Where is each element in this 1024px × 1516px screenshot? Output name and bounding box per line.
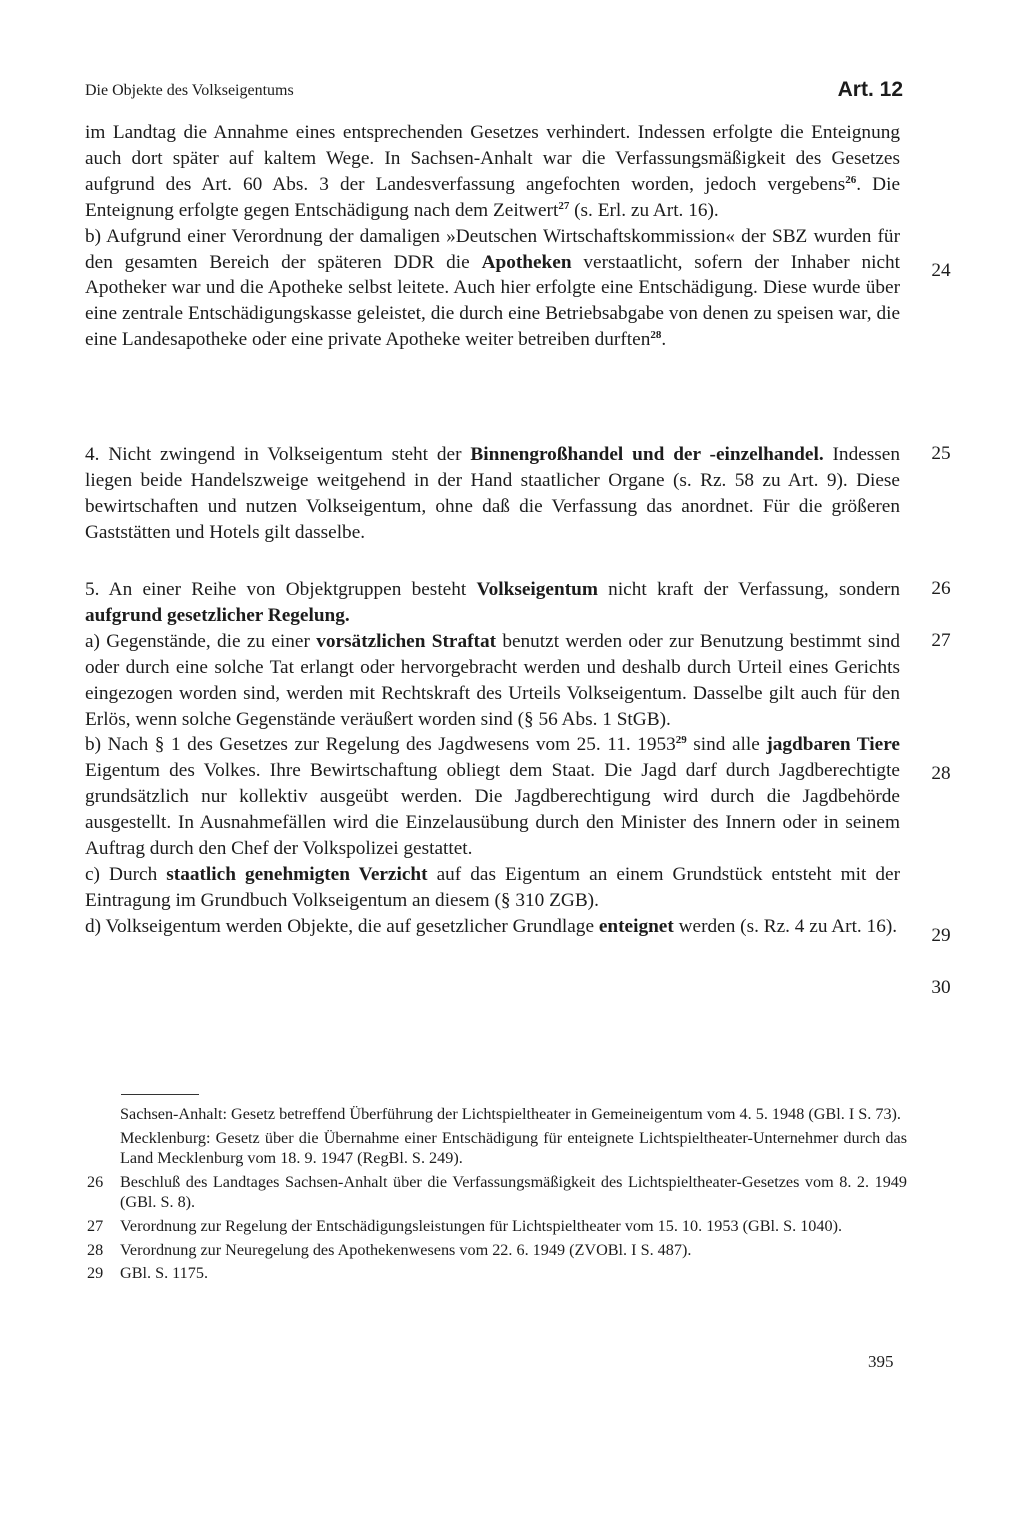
text-run: . [661, 329, 667, 351]
footnotes [87, 1104, 907, 1287]
footnote [87, 1240, 907, 1261]
text-run: nicht kraft der Verfassung, sondern [597, 579, 900, 600]
margin-number: 26 [931, 578, 951, 599]
text-run: . Die Enteignung erfolgte gegen Entschädigung nach dem Zeitwert [85, 173, 901, 221]
text-run: 5. An einer Reihe von Objektgruppen besteht [85, 579, 477, 600]
text-run: Indessen liegen beide Handelszweige weitgehend in der Hand staatlicher Organe (s. Rz. 58 zu Art. 9). Diese bewirtschaften und nutzen Volkseigentum, ohne daß die Verfassung das anordnet. Für die größeren Gaststätten und Hotels gilt dasselbe. [85, 444, 900, 543]
text-run: verstaatlicht, sofern der Inhaber nicht Apotheker war und die Apotheke selbst leitete. Auch hier erfolgte eine Entschädigung. Diese wurde über eine zentrale Entschädigungskasse geleistet, die durch eine Betriebsabgabe von denen zu speisen war, die eine Landesapotheke oder eine private Apotheke weiter betreiben durften [85, 251, 901, 351]
text-run: a) Gegenstände, die zu einer [85, 630, 317, 652]
margin-number: 27 [931, 630, 951, 651]
margin-number: 28 [931, 763, 951, 784]
text-run: sind alle [686, 734, 767, 756]
bold-term: staatlich genehmigten Verzicht [166, 863, 428, 885]
footnote-text: Beschluß des Landtages Sachsen-Anhalt über die Verfassungsmäßigkeit des Lichtspieltheater-Gesetzes vom 8. 2. 1949 (GBl. S. 8). [120, 1172, 907, 1212]
article-number: Art. 12 [837, 78, 903, 101]
margin-number: 30 [931, 977, 951, 998]
paragraph-continuation [85, 120, 900, 353]
text-run: 4. Nicht zwingend in Volkseigentum steht der [85, 444, 471, 465]
text-run: b) Nach § 1 des Gesetzes zur Regelung des Jagdwesens vom 25. 11. 1953 [85, 734, 676, 756]
paragraph-5 [85, 577, 900, 940]
text-run: c) Durch [85, 863, 167, 885]
footnote-text: Verordnung zur Neuregelung des Apothekenwesens vom 22. 6. 1949 (ZVOBl. I S. 487). [120, 1240, 692, 1259]
footnote [87, 1216, 907, 1237]
footnote-number: 26 [87, 1172, 104, 1191]
margin-number: 24 [931, 260, 951, 281]
footnote-text: GBl. S. 1175. [120, 1264, 208, 1283]
footnote-ref: 28 [650, 329, 662, 342]
footnote-text: Sachsen-Anhalt: Gesetz betreffend Überführung der Lichtspieltheater in Gemeineigentum vom 4. 5. 1948 (GBl. I S. 73). [120, 1105, 901, 1123]
footnote-ref: 26 [845, 173, 857, 186]
margin-number: 25 [931, 443, 951, 464]
bold-term: Binnengroßhandel und der -einzelhandel. [470, 444, 824, 465]
text-run: (s. Erl. zu Art. 16). [569, 199, 719, 221]
text-run: im Landtag die Annahme eines entsprechenden Gesetzes verhindert. Indessen erfolgte die Enteignung auch dort später auf kaltem Wege. In Sachsen-Anhalt war die Verfassungsmäßigkeit des Gesetzes aufgrund des Art. 60 Abs. 3 der Landesverfassung angefochten worden, jedoch vergebens [85, 122, 900, 195]
footnote [87, 1104, 907, 1125]
footnote-text: Verordnung zur Regelung der Entschädigungsleistungen für Lichtspieltheater vom 15. 10. 1953 (GBl. S. 1040). [120, 1216, 843, 1235]
text-run: benutzt werden oder zur Benutzung bestimmt sind oder durch eine solche Tat erlangt oder hervorgebracht werden und deshalb durch Urteil eines Gerichts eingezogen worden sind, werden mit Rechtskraft des Urteils Volkseigentum. Dasselbe gilt auch für den Erlös, wenn solche Gegenstände veräußert worden sind (§ 56 Abs. 1 StGB). [85, 630, 900, 730]
text-run: b) Aufgrund einer Verordnung der damaligen »Deutschen Wirtschaftskommission« der SBZ wurden für den gesamten Bereich der späteren DDR die [85, 225, 900, 273]
footnote-number: 27 [87, 1216, 104, 1235]
bold-term: Volkseigentum [476, 579, 598, 600]
footnote-text: Mecklenburg: Gesetz über die Übernahme einer Entschädigung für enteignete Lichtspieltheater-Unternehmer durch das Land Mecklenburg vom 18. 9. 1947 (RegBl. S. 249). [120, 1128, 907, 1168]
page-number: 395 [868, 1352, 894, 1371]
paragraph-4 [85, 442, 900, 546]
text-run: d) Volkseigentum werden Objekte, die auf gesetzlicher Grundlage [85, 915, 599, 937]
margin-number: 29 [931, 925, 951, 946]
footnote-ref: 27 [558, 199, 570, 212]
footnote [87, 1128, 907, 1169]
footnote [87, 1172, 907, 1213]
text-run: auf das Eigentum an einem Grundstück entsteht mit der Eintragung im Grundbuch Volkseigentum an diesem (§ 310 ZGB). [85, 863, 900, 911]
running-header-title: Die Objekte des Volkseigentums [85, 82, 294, 99]
footnote-number: 28 [87, 1240, 104, 1259]
running-header [85, 78, 903, 108]
bold-term: vorsätzlichen Straftat [316, 630, 497, 652]
footnote-number: 29 [87, 1264, 104, 1283]
bold-term: jagdbaren Tiere [766, 734, 900, 756]
footnote [87, 1263, 907, 1284]
bold-term: Apotheken [481, 251, 572, 273]
bold-term: aufgrund gesetzlicher Regelung. [85, 604, 350, 626]
footnote-ref: 29 [675, 734, 687, 747]
footnote-separator [121, 1094, 199, 1095]
text-run: Eigentum des Volkes. Ihre Bewirtschaftung obliegt dem Staat. Die Jagd darf durch Jagdberechtigte grundsätzlich nur kollektiv ausgeübt werden. Die Jagdberechtigung wird durch die Jagdbehörde ausgestellt. In Ausnahmefällen wird die Einzelausübung durch den Minister des Innern oder in seinem Auftrag durch den Chef der Volkspolizei gestattet. [85, 760, 900, 860]
bold-term: enteignet [598, 915, 674, 937]
text-run: werden (s. Rz. 4 zu Art. 16). [673, 915, 898, 937]
